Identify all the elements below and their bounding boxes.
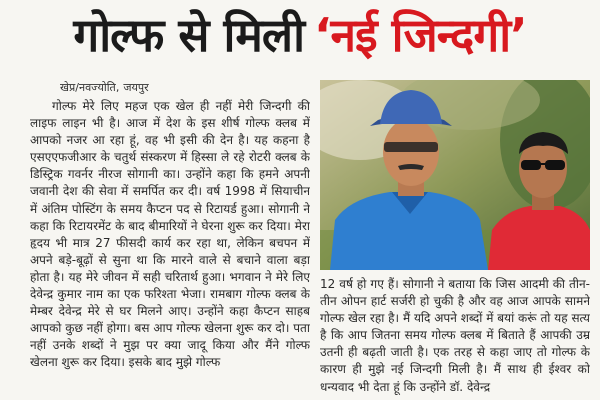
- article-left-column: [30, 98, 310, 400]
- headline-main: गोल्फ से मिली: [73, 8, 305, 62]
- dateline-source: खेप्र/नवज्योति,: [60, 81, 120, 94]
- headline-quote: ‘नई जिन्दगी’: [314, 8, 527, 62]
- two-men-photo: [320, 80, 590, 270]
- dateline-city: जयपुर: [123, 81, 149, 94]
- article-right-column: [320, 276, 590, 400]
- headline: [0, 0, 600, 68]
- article-left-text: गोल्फ मेरे लिए महज एक खेल ही नहीं मेरी जिन्दगी की लाइफ लाइन भी है। आज में देश के इस शीर्ष गोल्फ क्लब में आपको नजर आ रहा हूं, वह भी इसी की देन है। यह कहना है एसएएफजीआर के चतुर्थ संस्करण में हिस्सा ले रहे रोटरी क्लब के डिस्ट्रिक गवर्नर नीरज सोगानी का। उन्होंने कहा कि हमने अपनी जवानी देश की सेवा में समर्पित कर दी। वर्ष 1998 में सियाचीन में अंतिम पोस्टिंग के समय कैप्टन पद से रिटायर्ड हुआ। सोगानी ने कहा कि रिटायरमेंट के बाद बीमारियों ने घेरना शुरू कर दिया। मेरा हृदय भी मात्र 27 फीसदी कार्य कर रहा था, लेकिन बचपन में अपने बड़े-बूढ़ों से सुना था कि मारने वाले से बचाने वाला बड़ा होता है। यह मेरे जीवन में सही चरितार्थ हुआ। भगवान ने मेरे लिए देवेन्द्र कुमार नाम का एक फरिश्ता भेजा। रामबाग गोल्फ क्लब के मेम्बर देवेन्द्र मेरे से घर मिलने आए। उन्होंने कहा कैप्टन साहब आपको कुछ नहीं होगा। बस आप गोल्फ खेलना शुरू कर दो। पता नहीं उनके शब्दों ने मुझ पर क्या जादू किया और मैंने गोल्फ खेलना शुरू कर दिया। इसके बाद मुझे गोल्फ: [30, 99, 310, 370]
- article-photo: [320, 80, 590, 270]
- article-right-text: 12 वर्ष हो गए हैं। सोगानी ने बताया कि जिस आदमी की तीन-तीन ओपन हार्ट सर्जरी हो चुकी है और वह आज आपके सामने गोल्फ खेल रहा है। मैं यदि अपने शब्दों में बयां करूं तो यह सत्य है कि आप जितना समय गोल्फ क्लब में बिताते हैं आपकी उम्र उतनी ही बढ़ती जाती है। एक तरह से कहा जाए तो गोल्फ के कारण ही मुझे नई जिन्दगी मिली है। मैं साथ ही ईश्वर को धन्यवाद भी देता हूं कि उन्होंने डॉ. देवेन्द्र: [320, 277, 590, 394]
- dateline: [60, 80, 153, 95]
